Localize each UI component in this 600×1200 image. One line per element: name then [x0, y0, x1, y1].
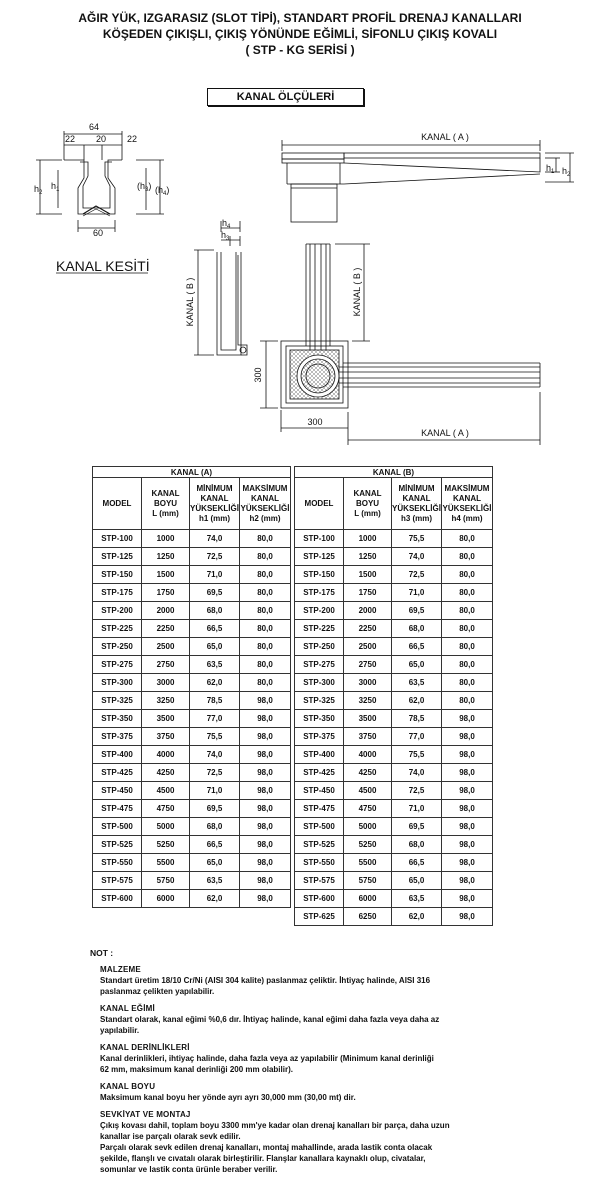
note-section [100, 1042, 580, 1075]
cell-b: 80,0 [442, 566, 493, 584]
note-heading: KANAL BOYU [100, 1082, 156, 1091]
a-header-2: MİNİMUM KANAL YÜKSEKLİĞİ h1 (mm) [190, 478, 240, 530]
section-title-box: KANAL ÖLÇÜLERİ [207, 88, 364, 106]
cell-b: 63,5 [392, 674, 442, 692]
cell-a: 80,0 [240, 638, 291, 656]
cell-a: 5000 [142, 818, 190, 836]
channel-b-profile [194, 221, 247, 355]
kanal-b-right-label: KANAL ( B ) [352, 267, 362, 317]
cell-b: 72,5 [392, 566, 442, 584]
note-section [100, 964, 580, 997]
cell-a: STP-350 [93, 710, 142, 728]
cell-b: STP-125 [295, 548, 344, 566]
note-section [100, 1081, 580, 1103]
cell-a: 62,0 [190, 674, 240, 692]
cell-a: 80,0 [240, 548, 291, 566]
cell-a: 98,0 [240, 746, 291, 764]
cell-b: 98,0 [442, 764, 493, 782]
cell-a: 71,0 [190, 782, 240, 800]
cell-b: 98,0 [442, 818, 493, 836]
table-row [93, 584, 493, 602]
cell-b: STP-500 [295, 818, 344, 836]
cell-a: 5500 [142, 854, 190, 872]
cell-a: 77,0 [190, 710, 240, 728]
note-line: kanallar ise parçalı olarak sevk edilir. [100, 1132, 241, 1141]
cell-a: STP-375 [93, 728, 142, 746]
cell-a: 4500 [142, 782, 190, 800]
cell-a: 74,0 [190, 746, 240, 764]
cell-b: 75,5 [392, 746, 442, 764]
cell-b: 98,0 [442, 782, 493, 800]
note-section [100, 1003, 580, 1036]
kanal-a-bottom-label: KANAL ( A ) [421, 428, 469, 438]
cell-b: 3000 [344, 674, 392, 692]
cell-b: 4000 [344, 746, 392, 764]
cell-a: 66,5 [190, 836, 240, 854]
cell-a: 80,0 [240, 584, 291, 602]
cell-b: 72,5 [392, 782, 442, 800]
cell-a: 3750 [142, 728, 190, 746]
cell-b: 4250 [344, 764, 392, 782]
cell-a: 3000 [142, 674, 190, 692]
cell-a: 1500 [142, 566, 190, 584]
dim-64: 64 [88, 122, 100, 132]
cell-a: 1000 [142, 530, 190, 548]
cell-b: 3500 [344, 710, 392, 728]
empty-cell [142, 908, 190, 926]
cell-b: 2000 [344, 602, 392, 620]
dim-22-right: 22 [126, 134, 138, 144]
cell-b: 98,0 [442, 908, 493, 926]
cell-a: 78,5 [190, 692, 240, 710]
cell-a: 4750 [142, 800, 190, 818]
dim-22-left: 22 [64, 134, 76, 144]
table-row [93, 674, 493, 692]
empty-cell [93, 908, 142, 926]
cell-a: 98,0 [240, 710, 291, 728]
cell-a: 4250 [142, 764, 190, 782]
kanal-a-top-label: KANAL ( A ) [421, 132, 469, 142]
group-header-a: KANAL (A) [93, 467, 291, 478]
cell-b: 98,0 [442, 872, 493, 890]
cell-a: 62,0 [190, 890, 240, 908]
cell-b: 80,0 [442, 602, 493, 620]
title-line-3: ( STP - KG SERİSİ ) [245, 43, 355, 57]
cell-b: 80,0 [442, 656, 493, 674]
cell-b: STP-175 [295, 584, 344, 602]
cell-b: 3750 [344, 728, 392, 746]
cell-b: 62,0 [392, 692, 442, 710]
cell-a: 98,0 [240, 836, 291, 854]
a-header-0: MODEL [93, 478, 142, 530]
cell-b: 1500 [344, 566, 392, 584]
dim-300-vertical: 300 [253, 367, 263, 383]
title-line-1: AĞIR YÜK, IZGARASIZ (SLOT TİPİ), STANDART PROFİL DRENAJ KANALLARI [78, 11, 522, 25]
cell-b: 80,0 [442, 674, 493, 692]
empty-cell [190, 908, 240, 926]
cell-b: 80,0 [442, 548, 493, 566]
table-row [93, 602, 493, 620]
cell-b: STP-625 [295, 908, 344, 926]
cell-a: STP-200 [93, 602, 142, 620]
cell-b: 66,5 [392, 854, 442, 872]
cell-b: 6000 [344, 890, 392, 908]
cell-b: STP-250 [295, 638, 344, 656]
label-h2-section: $h_2$ [34, 184, 43, 196]
cell-a: STP-250 [93, 638, 142, 656]
label-h4-profile: $h_4$ [222, 218, 231, 230]
table-row [93, 890, 493, 908]
note-heading: SEVKİYAT VE MONTAJ [100, 1110, 191, 1119]
document-title [0, 10, 600, 58]
note-line: Kanal derinlikleri, ihtiyaç halinde, daha fazla veya az yapılabilir (Minimum kanal derinliği [100, 1054, 434, 1063]
cell-b: STP-100 [295, 530, 344, 548]
cell-b: 80,0 [442, 638, 493, 656]
cell-b: STP-300 [295, 674, 344, 692]
table-row [93, 638, 493, 656]
cell-a: STP-150 [93, 566, 142, 584]
cell-a: 66,5 [190, 620, 240, 638]
cell-b: 1750 [344, 584, 392, 602]
kanal-b-left-label: KANAL ( B ) [185, 277, 195, 327]
cell-b: 5000 [344, 818, 392, 836]
cell-b: STP-275 [295, 656, 344, 674]
cell-a: 98,0 [240, 800, 291, 818]
cell-a: 2000 [142, 602, 190, 620]
cell-a: 98,0 [240, 872, 291, 890]
cell-a: 4000 [142, 746, 190, 764]
note-line: somunlar ve lastik conta ürünle beraber verilir. [100, 1165, 278, 1174]
note-heading: MALZEME [100, 965, 141, 974]
cell-b: 4500 [344, 782, 392, 800]
table-row [93, 800, 493, 818]
cell-a: 80,0 [240, 656, 291, 674]
cell-b: 80,0 [442, 530, 493, 548]
cell-b: 65,0 [392, 872, 442, 890]
table-row [93, 728, 493, 746]
label-h3-section: $(h_3)$ [137, 181, 152, 193]
a-header-3: MAKSİMUM KANAL YÜKSEKLİĞİ h2 (mm) [240, 478, 291, 530]
cell-a: STP-325 [93, 692, 142, 710]
cell-b: STP-350 [295, 710, 344, 728]
cell-a: 68,0 [190, 818, 240, 836]
column-header-row [93, 478, 493, 530]
cell-a: STP-400 [93, 746, 142, 764]
b-header-0: MODEL [295, 478, 344, 530]
cell-b: 98,0 [442, 710, 493, 728]
cell-a: STP-100 [93, 530, 142, 548]
cell-a: 71,0 [190, 566, 240, 584]
cell-b: 6250 [344, 908, 392, 926]
cell-b: STP-575 [295, 872, 344, 890]
table-row [93, 566, 493, 584]
cell-b: 4750 [344, 800, 392, 818]
label-h1-side: $h_1$ [546, 163, 555, 175]
table-row [93, 836, 493, 854]
cell-b: 98,0 [442, 836, 493, 854]
cell-b: 2250 [344, 620, 392, 638]
b-header-3: MAKSİMUM KANAL YÜKSEKLİĞİ h4 (mm) [442, 478, 493, 530]
channel-dimensions-table [92, 466, 493, 926]
b-header-2: MİNİMUM KANAL YÜKSEKLİĞİ h3 (mm) [392, 478, 442, 530]
cell-b: STP-150 [295, 566, 344, 584]
cell-a: 98,0 [240, 692, 291, 710]
cell-b: STP-450 [295, 782, 344, 800]
cell-a: STP-450 [93, 782, 142, 800]
a-header-1: KANAL BOYU L (mm) [142, 478, 190, 530]
cell-a: STP-275 [93, 656, 142, 674]
note-line: şekilde, flanşlı ve cıvatalı olarak birleştirilir. Flanşlar kanallara kaynaklı olup, civatalar, [100, 1154, 426, 1163]
cell-a: 80,0 [240, 566, 291, 584]
note-line: paslanmaz çelikten yapılabilir. [100, 987, 215, 996]
cell-b: 62,0 [392, 908, 442, 926]
dim-300-horizontal: 300 [307, 417, 323, 427]
cell-b: 5750 [344, 872, 392, 890]
cell-a: 3250 [142, 692, 190, 710]
cell-a: 2500 [142, 638, 190, 656]
cell-b: STP-200 [295, 602, 344, 620]
table-row [93, 854, 493, 872]
note-line: Standart üretim 18/10 Cr/Ni (AISI 304 kalite) paslanmaz çeliktir. İhtiyaç halinde, AISI 316 [100, 976, 431, 985]
cell-a: 80,0 [240, 602, 291, 620]
cell-b: 5250 [344, 836, 392, 854]
cell-b: 77,0 [392, 728, 442, 746]
cell-a: 98,0 [240, 782, 291, 800]
cell-a: 2250 [142, 620, 190, 638]
cell-a: STP-175 [93, 584, 142, 602]
cell-a: 65,0 [190, 638, 240, 656]
cell-b: 63,5 [392, 890, 442, 908]
notes-label: NOT : [90, 948, 114, 958]
table-row [93, 530, 493, 548]
cell-b: 68,0 [392, 620, 442, 638]
cell-b: 5500 [344, 854, 392, 872]
cell-a: 5250 [142, 836, 190, 854]
table-row [93, 782, 493, 800]
cell-b: 74,0 [392, 548, 442, 566]
cell-a: 69,5 [190, 800, 240, 818]
cell-b: 75,5 [392, 530, 442, 548]
cell-a: 98,0 [240, 764, 291, 782]
note-line: Maksimum kanal boyu her yönde ayrı ayrı 30,000 mm (30,00 mt) dir. [100, 1093, 356, 1102]
cell-a: STP-575 [93, 872, 142, 890]
cell-b: 2750 [344, 656, 392, 674]
table-row [93, 692, 493, 710]
side-elevation-view [282, 140, 574, 222]
cell-b: 68,0 [392, 836, 442, 854]
cell-b: STP-550 [295, 854, 344, 872]
cell-a: STP-300 [93, 674, 142, 692]
cell-a: STP-500 [93, 818, 142, 836]
cell-a: STP-525 [93, 836, 142, 854]
cell-b: STP-475 [295, 800, 344, 818]
cell-b: 80,0 [442, 584, 493, 602]
cell-b: STP-375 [295, 728, 344, 746]
cell-b: 98,0 [442, 890, 493, 908]
cell-b: 2500 [344, 638, 392, 656]
label-h2-side: $h_2$ [562, 166, 571, 178]
cell-a: 69,5 [190, 584, 240, 602]
cell-a: 98,0 [240, 818, 291, 836]
label-h3-profile: $h_3$ [221, 230, 230, 242]
cell-b: 1250 [344, 548, 392, 566]
note-line: Parçalı olarak sevk edilen drenaj kanalları, montaj mahallinde, arada lastik conta olacak [100, 1143, 433, 1152]
cell-b: 65,0 [392, 656, 442, 674]
cell-a: 98,0 [240, 854, 291, 872]
table-row [93, 764, 493, 782]
dim-20: 20 [95, 134, 107, 144]
cell-a: 1250 [142, 548, 190, 566]
cell-a: STP-600 [93, 890, 142, 908]
cell-a: 98,0 [240, 728, 291, 746]
cell-b: STP-525 [295, 836, 344, 854]
note-line: Standart olarak, kanal eğimi %0,6 dır. İhtiyaç halinde, kanal eğimi daha fazla veya daha az [100, 1015, 440, 1024]
cell-a: 65,0 [190, 854, 240, 872]
cell-a: 75,5 [190, 728, 240, 746]
dim-60: 60 [92, 228, 104, 238]
cell-a: 72,5 [190, 548, 240, 566]
note-heading: KANAL EĞİMİ [100, 1004, 155, 1013]
empty-cell [240, 908, 291, 926]
cell-b: 78,5 [392, 710, 442, 728]
note-line: Çıkış kovası dahil, toplam boyu 3300 mm'ye kadar olan drenaj kanalları bir parça, daha uzun [100, 1121, 450, 1130]
cell-a: STP-550 [93, 854, 142, 872]
cell-a: 1750 [142, 584, 190, 602]
cell-a: 72,5 [190, 764, 240, 782]
table-row [93, 746, 493, 764]
technical-drawing [0, 110, 600, 450]
cell-b: 69,5 [392, 818, 442, 836]
cell-a: STP-125 [93, 548, 142, 566]
table-row [93, 908, 493, 926]
cell-a: 2750 [142, 656, 190, 674]
cell-a: 98,0 [240, 890, 291, 908]
channel-section-label: KANAL KESİTİ [56, 258, 150, 274]
cell-a: 68,0 [190, 602, 240, 620]
cell-b: STP-425 [295, 764, 344, 782]
cell-a: 74,0 [190, 530, 240, 548]
note-line: 62 mm, maksimum kanal derinliği 200 mm olabilir). [100, 1065, 293, 1074]
table-row [93, 620, 493, 638]
note-section [100, 1109, 580, 1175]
cell-a: 6000 [142, 890, 190, 908]
cell-b: 98,0 [442, 800, 493, 818]
cell-a: 80,0 [240, 530, 291, 548]
cell-b: 71,0 [392, 584, 442, 602]
note-heading: KANAL DERİNLİKLERİ [100, 1043, 190, 1052]
cell-b: STP-225 [295, 620, 344, 638]
cell-b: 98,0 [442, 746, 493, 764]
cell-a: 80,0 [240, 674, 291, 692]
table-row [93, 656, 493, 674]
cell-b: 71,0 [392, 800, 442, 818]
table-row [93, 710, 493, 728]
notes-section [90, 948, 580, 1181]
cell-b: 1000 [344, 530, 392, 548]
cell-b: STP-325 [295, 692, 344, 710]
group-header-b: KANAL (B) [295, 467, 493, 478]
cell-b: 74,0 [392, 764, 442, 782]
table-row [93, 818, 493, 836]
note-line: yapılabilir. [100, 1026, 140, 1035]
title-line-2: KÖŞEDEN ÇIKIŞLI, ÇIKIŞ YÖNÜNDE EĞİMLİ, SİFONLU ÇIKIŞ KOVALI [102, 27, 498, 41]
cell-b: 98,0 [442, 728, 493, 746]
cell-b: 66,5 [392, 638, 442, 656]
cell-a: 80,0 [240, 620, 291, 638]
cell-b: 80,0 [442, 620, 493, 638]
label-h4-section: $(h_4)$ [155, 185, 170, 197]
table-row [93, 872, 493, 890]
cell-a: 63,5 [190, 872, 240, 890]
cell-b: 3250 [344, 692, 392, 710]
b-header-1: KANAL BOYU L (mm) [344, 478, 392, 530]
cell-a: 63,5 [190, 656, 240, 674]
cell-a: STP-425 [93, 764, 142, 782]
plan-view [260, 244, 540, 445]
cell-b: STP-600 [295, 890, 344, 908]
cell-a: 5750 [142, 872, 190, 890]
cell-b: 80,0 [442, 692, 493, 710]
cell-a: STP-475 [93, 800, 142, 818]
label-h1-section: $h_1$ [51, 181, 60, 193]
cell-a: 3500 [142, 710, 190, 728]
cell-b: 98,0 [442, 854, 493, 872]
cell-a: STP-225 [93, 620, 142, 638]
cell-b: STP-400 [295, 746, 344, 764]
cell-b: 69,5 [392, 602, 442, 620]
table-row [93, 548, 493, 566]
